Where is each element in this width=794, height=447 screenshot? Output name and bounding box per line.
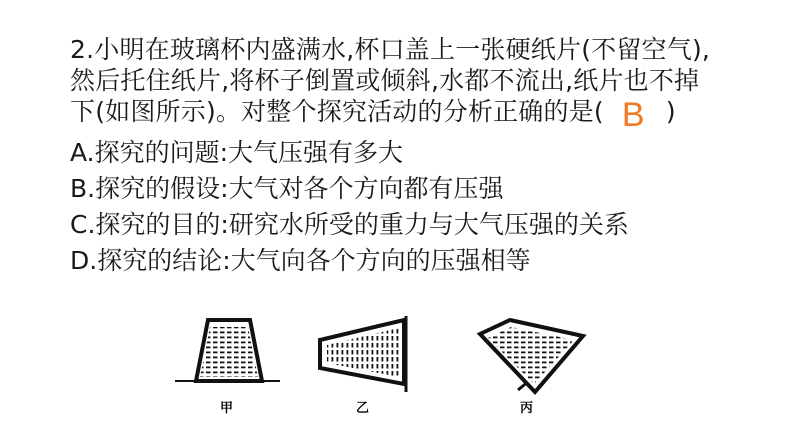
- jia-water: [200, 327, 258, 377]
- question-line-3: [70, 96, 770, 134]
- experiment-figures: [170, 300, 610, 440]
- question-line-2: 然后托住纸片,将杯子倒置或倾斜,水都不流出,纸片也不掉: [70, 66, 700, 95]
- figure-jia: [175, 320, 280, 416]
- figure-bing: [480, 320, 583, 416]
- option-c: C.探究的目的:研究水所受的重力与大气压强的关系: [70, 210, 629, 239]
- options-list: [70, 135, 770, 279]
- figure-label-yi: 乙: [356, 401, 370, 416]
- question-line-3-close: ): [665, 97, 676, 126]
- answer-blank: [604, 96, 666, 134]
- figure-label-bing: 丙: [520, 401, 534, 416]
- question-line-3-text: 下(如图所示)。对整个探究活动的分析正确的是(: [70, 97, 604, 126]
- question-text: [70, 34, 770, 134]
- option-a: A.探究的问题:大气压强有多大: [70, 138, 404, 167]
- figure-label-jia: 甲: [220, 401, 234, 416]
- option-b: B.探究的假设:大气对各个方向都有压强: [70, 174, 504, 203]
- question-line-1: 2.小明在玻璃杯内盛满水,杯口盖上一张硬纸片(不留空气),: [70, 35, 711, 64]
- figure-yi: [320, 316, 406, 416]
- option-d: D.探究的结论:大气向各个方向的压强相等: [70, 246, 531, 275]
- figures-svg: [170, 300, 610, 440]
- answer-letter: B: [621, 96, 645, 134]
